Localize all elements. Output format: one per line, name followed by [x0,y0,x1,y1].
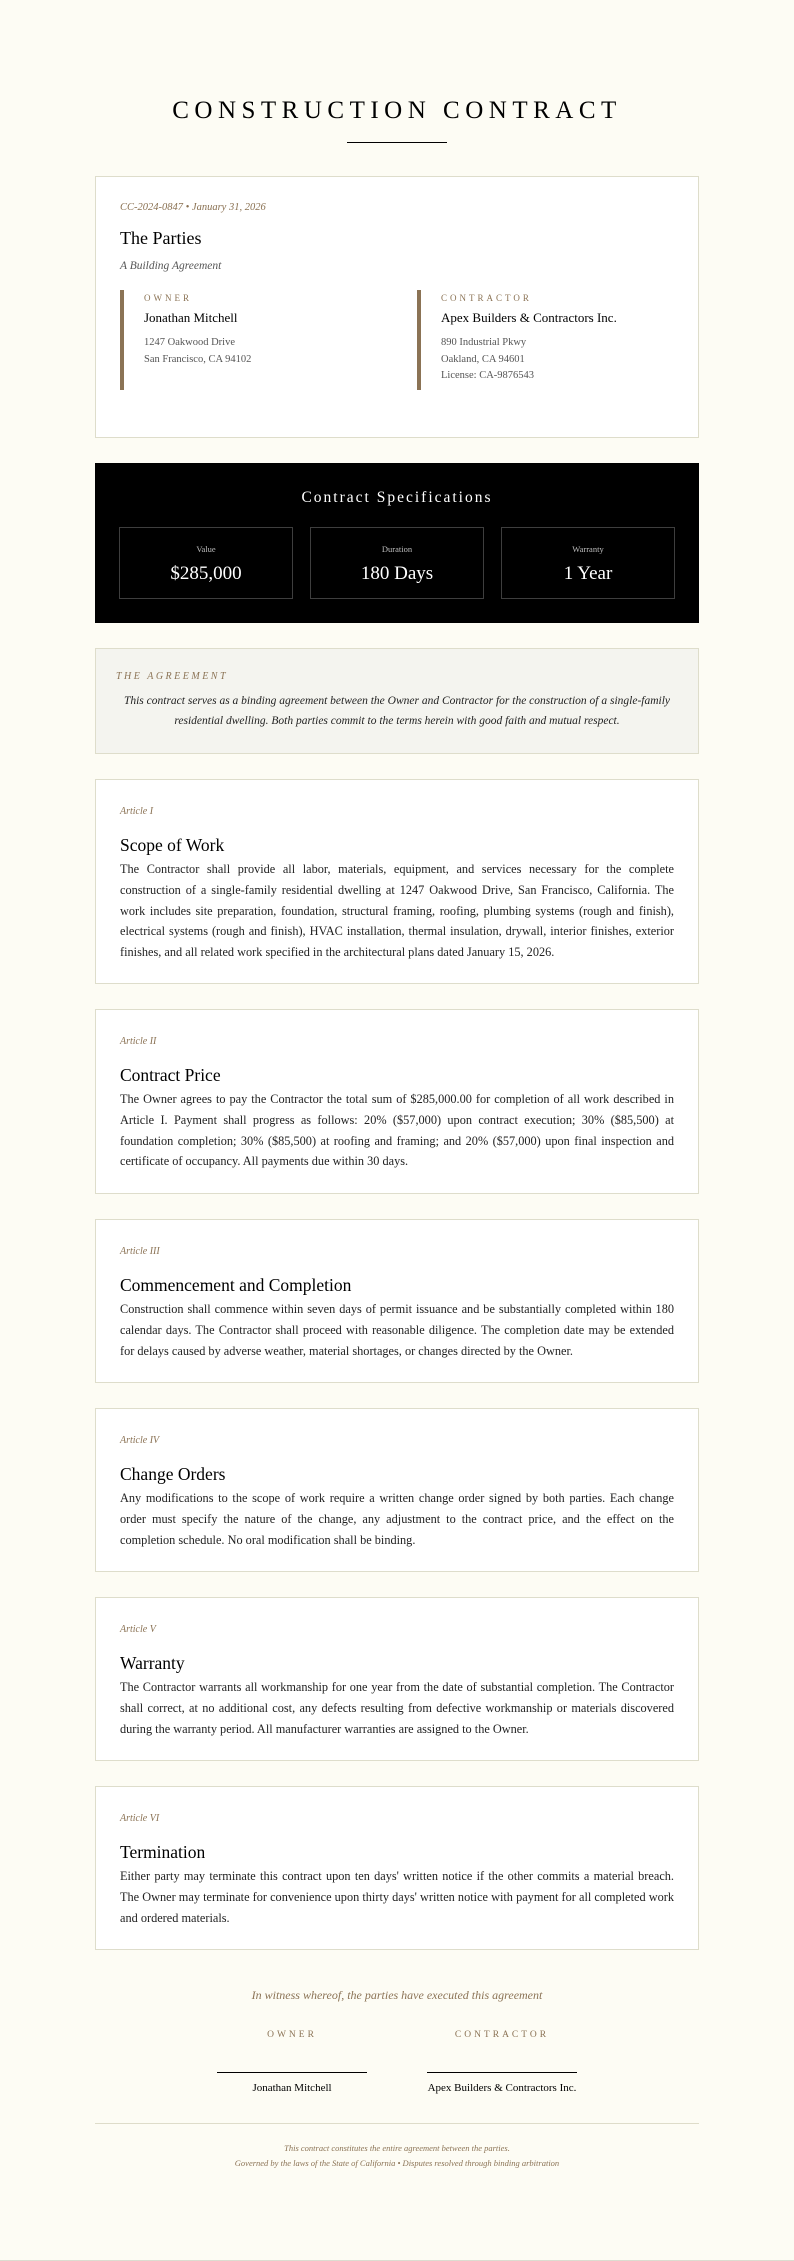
owner-address-line: 1247 Oakwood Drive [144,337,235,348]
footer [95,2141,699,2171]
signature-section [95,1987,699,2095]
spec-label: Duration [381,544,413,554]
article-title: Warranty [120,1653,185,1673]
contract-page [95,0,699,2171]
contractor-address [441,335,674,385]
spec-value-box [119,527,293,599]
spec-warranty-box [501,527,675,599]
party-row [120,290,674,390]
spec-value: 180 Days [360,563,434,584]
agreement-text: This contract serves as a binding agreement between the Owner and Contractor for the construction of a single-family residential dwelling. Both parties commit to the terms herein with good faith and mutual respect. [123,695,671,727]
title-divider [347,142,447,143]
article-body: The Contractor shall provide all labor, materials, equipment, and services necessary for the complete construction of a single-family residential dwelling at 1247 Oakwood Drive, San Francisco, California. The work includes site preparation, foundation, structural framing, roofing, plumbing systems (rough and finish), electrical systems (rough and finish), HVAC installation, thermal insulation, drywall, interior finishes, exterior finishes, and all related work specified in the architectural plans dated January 15, 2026. [120,862,674,960]
contractor-address-line: 890 Industrial Pkwy [441,337,527,348]
article-number: Article IV [120,1435,160,1446]
article-contract-price [95,1009,699,1194]
article-number: Article II [120,1036,157,1047]
contract-specifications [95,463,699,623]
contractor-block [417,290,674,390]
agreement-summary [95,648,699,754]
article-body: The Owner agrees to pay the Contractor the total sum of $285,000.00 for completion of all work described in Article I. Payment shall progress as follows: 20% ($57,000) upon contract execution; 30% ($85,500) at foundation completion; 30% ($85,500) at roofing and framing; and 20% ($57,000) upon final inspection and certificate of occupancy. All payments due within 30 days. [120,1092,674,1169]
article-title: Change Orders [120,1464,226,1484]
contract-meta: CC-2024-0847 • January 31, 2026 [120,202,266,213]
owner-signature-label: OWNER [267,2030,317,2040]
article-body: Any modifications to the scope of work require a written change order signed by both parties. Each change order must specify the nature of the change, any adjustment to the contract price, and the effect on the completion schedule. No oral modification shall be binding. [120,1491,674,1547]
contractor-signature-block [427,2029,577,2095]
contractor-signature-line[interactable] [427,2072,577,2073]
footer-divider [95,2123,699,2124]
parties-card [95,176,699,438]
specs-title: Contract Specifications [301,489,493,506]
spec-value: $285,000 [170,563,242,584]
article-number: Article I [120,806,154,817]
owner-signature-block [217,2029,367,2095]
article-title: Contract Price [120,1065,221,1085]
contractor-signature-label: CONTRACTOR [454,2030,550,2040]
article-warranty [95,1597,699,1761]
contractor-address-line: Oakland, CA 94601 [441,353,525,365]
spec-value: 1 Year [563,563,613,584]
article-body: Either party may terminate this contract upon ten days' written notice if the other commits a material breach. The Owner may terminate for convenience upon thirty days' written notice with payment for all completed work and ordered materials. [120,1869,674,1925]
spec-duration-box [310,527,484,599]
article-termination [95,1786,699,1950]
article-commencement [95,1219,699,1383]
parties-heading: The Parties [120,228,202,248]
article-number: Article V [120,1624,156,1635]
owner-signature-name: Jonathan Mitchell [252,2082,332,2094]
owner-name: Jonathan Mitchell [144,310,238,325]
owner-label: OWNER [144,293,192,303]
article-body: The Contractor warrants all workmanship for one year from the date of substantial completion. The Contractor shall correct, at no additional cost, any defects resulting from defective workmanship or materials discovered during the warranty period. All manufacturer warranties are assigned to the Owner. [120,1680,674,1736]
article-number: Article III [120,1246,160,1257]
spec-label: Warranty [572,544,604,554]
agreement-label: THE AGREEMENT [116,671,229,682]
article-title: Scope of Work [120,835,225,855]
owner-address-line: San Francisco, CA 94102 [144,353,252,365]
owner-block [120,290,377,390]
signature-row [95,2029,699,2095]
article-number: Article VI [120,1813,160,1824]
owner-address [144,335,377,368]
contractor-label: CONTRACTOR [441,293,532,303]
document-title: CONSTRUCTION CONTRACT [172,97,622,124]
witness-statement: In witness whereof, the parties have executed this agreement [251,1988,543,2002]
contractor-license: License: CA-9876543 [441,370,535,381]
contractor-signature-name: Apex Builders & Contractors Inc. [427,2082,577,2094]
footer-governing-law: Governed by the laws of the State of California • Disputes resolved through binding arbitration [234,2158,560,2168]
article-scope-of-work [95,779,699,984]
footer-entire-agreement: This contract constitutes the entire agreement between the parties. [284,2143,510,2153]
article-title: Commencement and Completion [120,1275,352,1295]
spec-row [119,527,675,599]
parties-subtitle: A Building Agreement [120,260,222,272]
contractor-name: Apex Builders & Contractors Inc. [441,310,617,325]
owner-signature-line[interactable] [217,2072,367,2073]
article-body: Construction shall commence within seven days of permit issuance and be substantially completed within 180 calendar days. The Contractor shall proceed with reasonable diligence. The completion date may be extended for delays caused by adverse weather, material shortages, or changes directed by the Owner. [120,1302,674,1358]
article-title: Termination [120,1842,206,1862]
article-change-orders [95,1408,699,1572]
spec-label: Value [196,544,216,554]
